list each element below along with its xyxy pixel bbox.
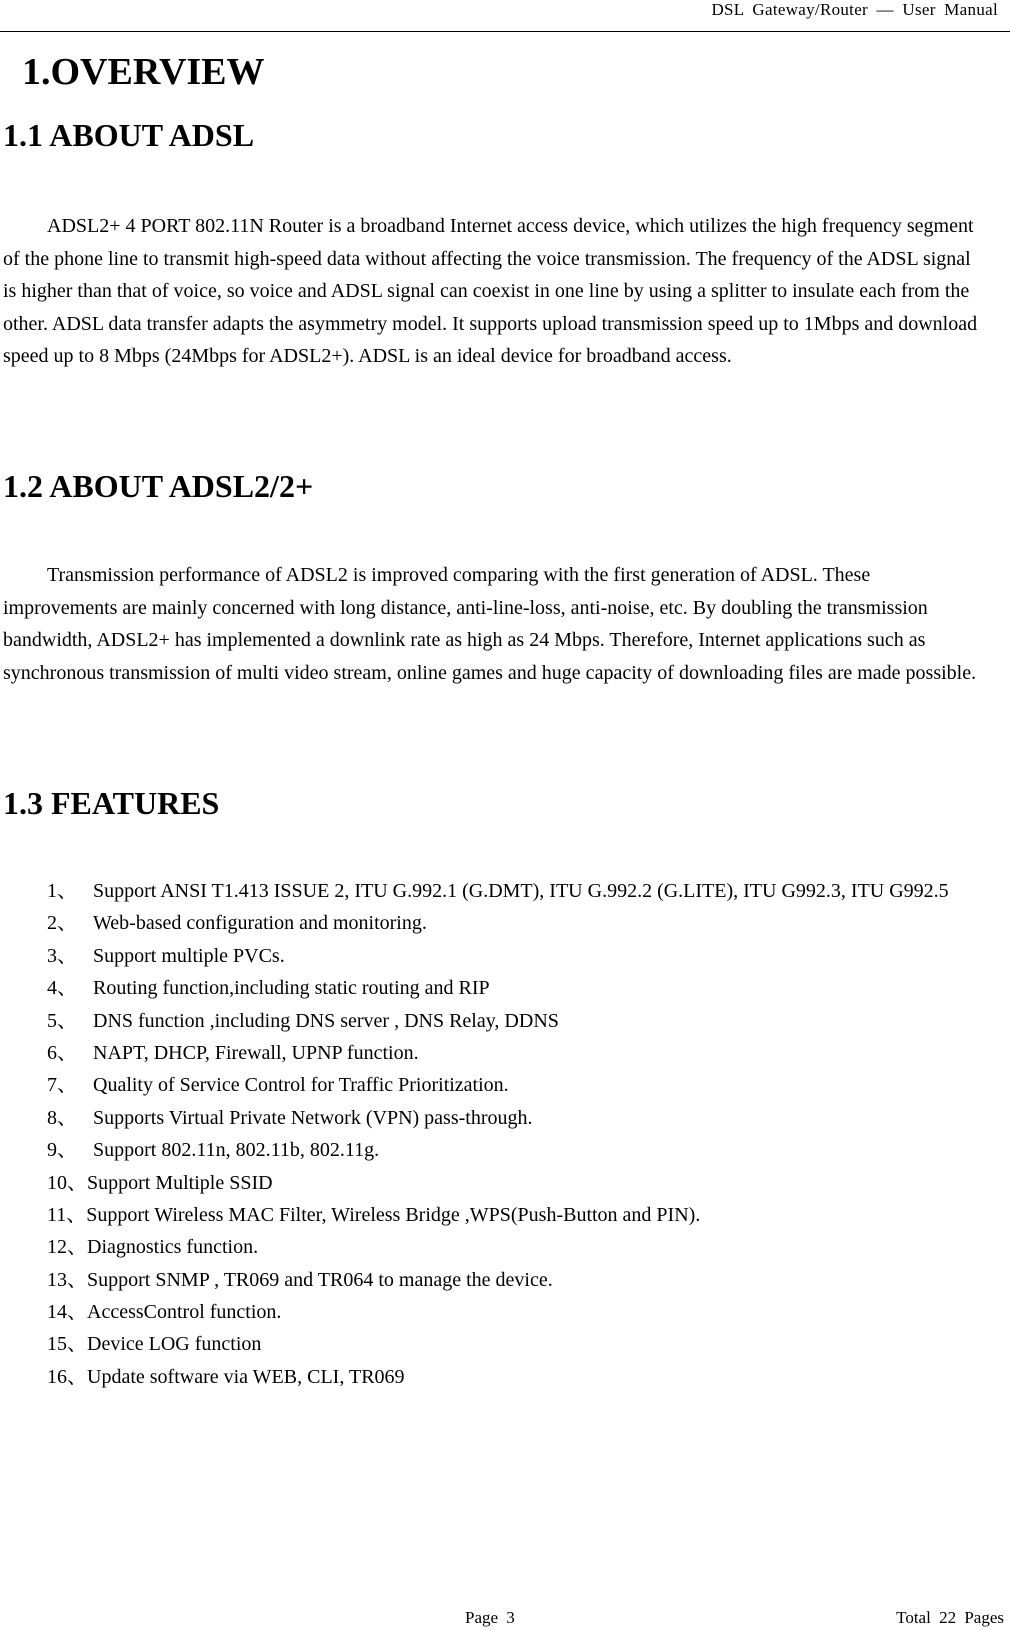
feature-item	[47, 1136, 967, 1165]
feature-number: 8、	[47, 1106, 77, 1129]
feature-item	[47, 909, 967, 938]
feature-item	[47, 1330, 967, 1359]
feature-number: 10、	[47, 1171, 87, 1194]
feature-number: 1、	[47, 880, 77, 902]
feature-text: Routing function,including static routing and RIP	[93, 977, 490, 1000]
feature-item	[47, 1169, 967, 1198]
feature-number: 9、	[47, 1139, 77, 1162]
feature-number: 11、	[47, 1203, 87, 1226]
feature-item	[47, 1233, 967, 1262]
feature-text: Supports Virtual Private Network (VPN) pass-through.	[93, 1106, 533, 1129]
feature-number: 14、	[47, 1301, 87, 1324]
feature-text: Quality of Service Control for Traffic Prioritization.	[93, 1074, 509, 1097]
feature-number: 7、	[47, 1074, 77, 1097]
feature-text: Device LOG function	[87, 1333, 262, 1356]
page-footer	[0, 1608, 1010, 1630]
total-pages: Total 22 Pages	[896, 1608, 1004, 1627]
feature-text: NAPT, DHCP, Firewall, UPNP function.	[93, 1041, 419, 1064]
section-heading-about-adsl: 1.1 ABOUT ADSL	[3, 117, 255, 153]
feature-text: Support SNMP , TR069 and TR064 to manage the device.	[87, 1268, 553, 1291]
feature-text: Update software via WEB, CLI, TR069	[87, 1365, 405, 1388]
feature-number: 4、	[47, 977, 77, 1000]
feature-text: Support Multiple SSID	[87, 1171, 273, 1194]
feature-item	[47, 1363, 967, 1392]
feature-item	[47, 1007, 967, 1036]
feature-text: AccessControl function.	[87, 1301, 282, 1324]
feature-item	[47, 1039, 967, 1068]
feature-number: 6、	[47, 1041, 77, 1064]
feature-text: Support ANSI T1.413 ISSUE 2, ITU G.992.1 (G.DMT), ITU G.992.2 (G.LITE), ITU G992.3, ITU G992.5	[93, 880, 949, 902]
features-list	[47, 877, 967, 1395]
feature-item	[47, 1071, 967, 1100]
feature-text: DNS function ,including DNS server , DNS Relay, DDNS	[93, 1009, 559, 1032]
feature-text: Web-based configuration and monitoring.	[93, 912, 427, 935]
feature-text: Support Wireless MAC Filter, Wireless Bridge ,WPS(Push-Button and PIN).	[86, 1203, 701, 1226]
feature-item	[47, 974, 967, 1003]
feature-item	[47, 1298, 967, 1327]
feature-text: Support 802.11n, 802.11b, 802.11g.	[93, 1139, 380, 1162]
feature-number: 3、	[47, 944, 77, 967]
feature-text: Support multiple PVCs.	[93, 944, 285, 967]
feature-item	[47, 942, 967, 971]
main-title: 1.OVERVIEW	[22, 51, 265, 93]
feature-number: 15、	[47, 1333, 87, 1356]
feature-number: 2、	[47, 912, 77, 935]
feature-number: 5、	[47, 1009, 77, 1032]
feature-item	[47, 1104, 967, 1133]
feature-item	[47, 1266, 967, 1295]
feature-number: 16、	[47, 1365, 87, 1388]
header-title: DSL Gateway/Router — User Manual	[711, 0, 998, 19]
feature-number: 12、	[47, 1236, 87, 1259]
paragraph-about-adsl: ADSL2+ 4 PORT 802.11N Router is a broadband Internet access device, which utilizes the high frequency segment of the phone line to transmit high-speed data without affecting the voice transmission. The frequency of the ADSL signal is higher than that of voice, so voice and ADSL signal can coexist in one line by using a splitter to insulate each from the other. ADSL data transfer adapts the asymmetry model. It supports upload transmission speed up to 1Mbps and download speed up to 8 Mbps (24Mbps for ADSL2+). ADSL is an ideal device for broadband access.	[3, 215, 978, 368]
page-number: Page 3	[465, 1608, 515, 1627]
section-heading-features: 1.3 FEATURES	[3, 785, 220, 821]
feature-text: Diagnostics function.	[87, 1236, 259, 1259]
feature-item	[47, 1201, 967, 1230]
paragraph-about-adsl2: Transmission performance of ADSL2 is improved comparing with the first generation of ADSL. These improvements are mainly concerned with long distance, anti-line-loss, anti-noise, etc. By doubling the transmission bandwidth, ADSL2+ has implemented a downlink rate as high as 24 Mbps. Therefore, Internet applications such as synchronous transmission of multi video stream, online games and huge capacity of downloading files are made possible.	[3, 564, 977, 684]
section-heading-about-adsl2: 1.2 ABOUT ADSL2/2+	[3, 468, 314, 504]
feature-number: 13、	[47, 1268, 87, 1291]
page-header	[0, 0, 1010, 32]
feature-item	[47, 877, 967, 906]
